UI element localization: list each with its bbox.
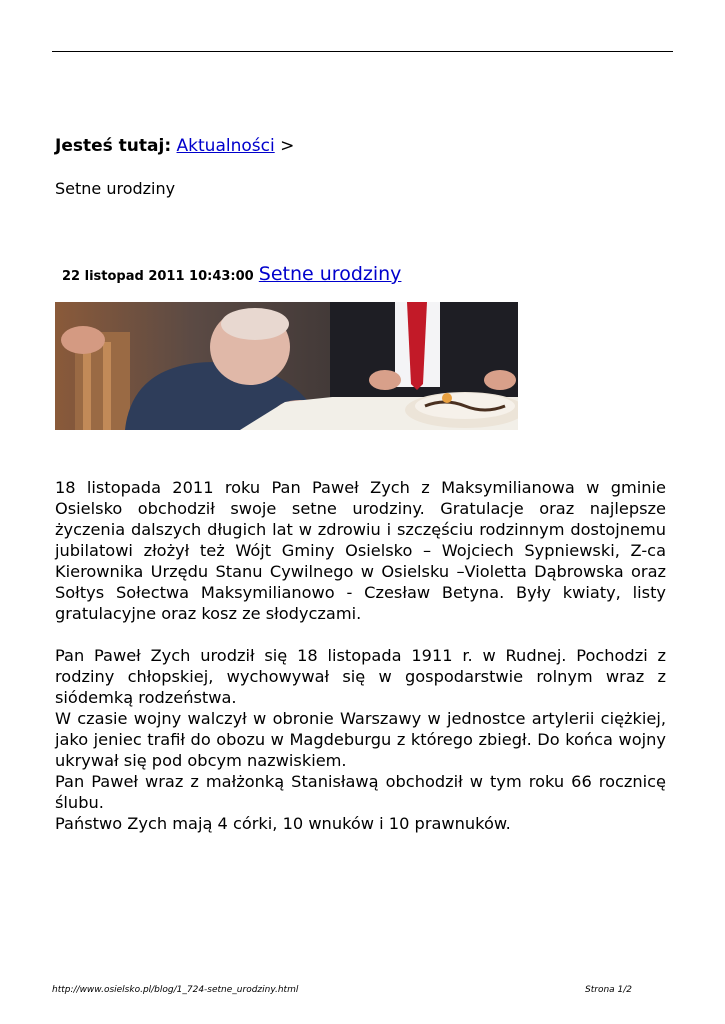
article-paragraph: Pan Paweł Zych urodził się 18 listopada 1911 r. w Rudnej. Pochodzi z rodziny chłopskiej, wychowywał się w gospodarstwie rolnym wraz z siódemką rodzeństwa. [55,646,666,707]
article-paragraph: Pan Paweł wraz z małżonką Stanisławą obchodził w tym roku 66 rocznicę ślubu. [55,772,666,812]
article-photo [55,302,518,430]
article-paragraph: Państwo Zych mają 4 córki, 10 wnuków i 10 prawnuków. [55,814,511,833]
article-title-link[interactable]: Setne urodziny [258,263,402,285]
footer-page-number: Strona 1/2 [585,985,633,995]
breadcrumb-link-aktualnosci[interactable]: Aktualności [176,136,275,156]
header-rule [52,51,673,52]
article-date: 22 listopad 2011 10:43:00 [62,269,254,284]
article-paragraph: W czasie wojny walczył w obronie Warszawy w jednostce artylerii ciężkiej, jako jeniec trafił do obozu w Magdeburgu z którego zbiegł. Do końca wojny ukrywał się pod obcym nazwiskiem. [55,709,666,770]
article-paragraph: 18 listopada 2011 roku Pan Paweł Zych z Maksymilianowa w gminie Osielsko obchodził swoje setne urodziny. Gratulacje oraz najlepsze życzenia dalszych długich lat w zdrowiu i szczęściu rodzinnym dostojnemu jubilatowi złożył też Wójt Gminy Osielsko – Wojciech Sypniewski, Z-ca Kierownika Urzędu Stanu Cywilnego w Osielsku –Violetta Dąbrowska oraz Sołtys Sołectwa Maksymilianowo - Czesław Betyna. Były kwiaty, listy gratulacyjne oraz kosz ze słodyczami. [55,478,666,623]
breadcrumb [55,135,294,157]
breadcrumb-label: Jesteś tutaj: [55,136,172,156]
breadcrumb-separator: > [280,136,295,156]
birthday-photo-icon [55,302,518,430]
footer-url: http://www.osielsko.pl/blog/1_724-setne_urodziny.html [52,985,299,995]
article-body [55,477,666,834]
article-meta [62,263,401,285]
page-title: Setne urodziny [55,179,176,198]
